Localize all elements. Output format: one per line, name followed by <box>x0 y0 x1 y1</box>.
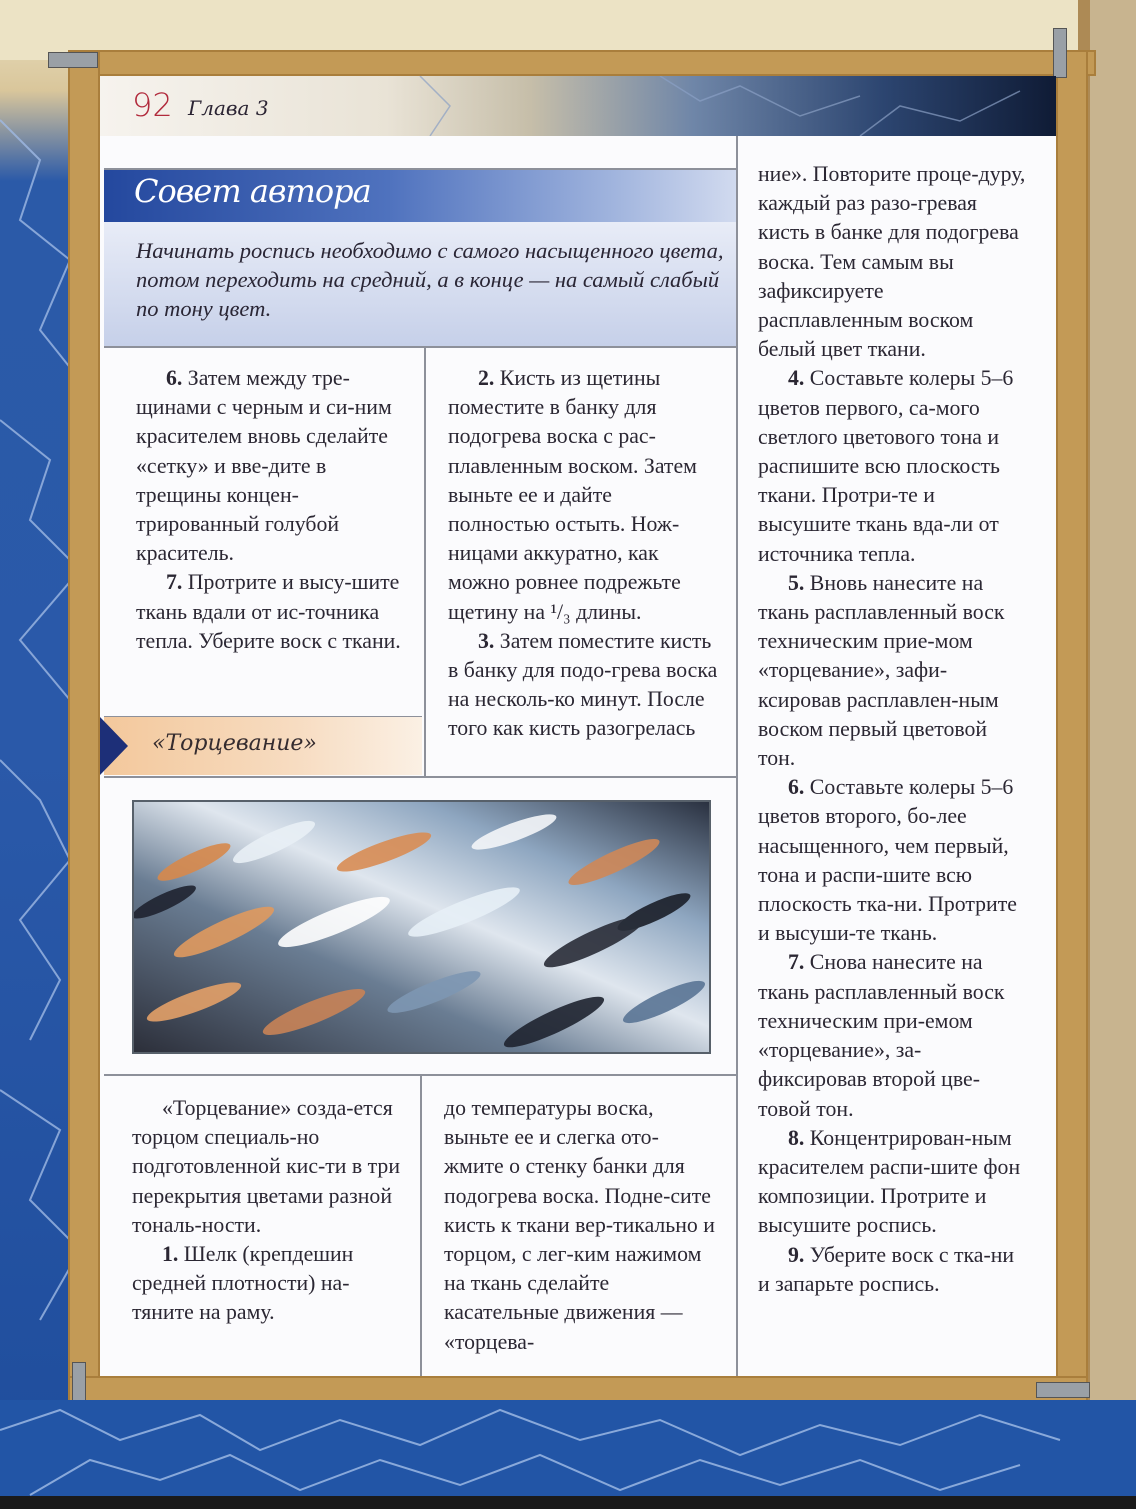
paragraph: ние». Повторите проце-дуру, каждый раз разо-гревая кисть в банке для подогрева воска. Тем самым вы зафиксируете расплавленным воском белый цвет ткани. <box>758 162 1026 362</box>
chapter-label: Глава 3 <box>188 96 269 120</box>
paragraph: 2. Кисть из щетины поместите в банку для подогрева воска с рас-плавленным воском. Затем выньте ее и дайте полностью остыть. Нож-ницами аккуратно, как можно ровнее подрежьте щетину на ¹/₃ длины. <box>448 366 697 624</box>
frame-rod <box>1036 1382 1090 1398</box>
paragraph: 5. Вновь нанесите на ткань расплавленный воск техническим прие-мом «торцевание», зафи-ксировав расплавлен-ным воском первый цветовой тон. <box>758 570 1005 771</box>
batik-photo <box>132 800 711 1054</box>
column-1-bottom <box>132 1094 404 1328</box>
column-2-bottom <box>444 1094 716 1357</box>
arrow-icon <box>100 717 128 775</box>
paragraph: 1. Шелк (крепдешин средней плотности) на-тяните на раму. <box>132 1242 354 1325</box>
page-edge-light <box>1090 0 1136 1509</box>
tip-title: Совет автора <box>134 172 371 210</box>
frame-rod <box>1053 28 1067 78</box>
column-divider <box>424 348 426 776</box>
frame-top <box>68 50 1096 76</box>
frame-left <box>68 50 100 1402</box>
frame-bottom <box>68 1376 1088 1402</box>
paragraph: 4. Составьте колеры 5–6 цветов первого, са-мого светлого цветового тона и распишите всю плоскость ткани. Протри-те и высушите ткань вда-ли от источника тепла. <box>758 366 1014 566</box>
row-divider <box>104 168 736 170</box>
paragraph: «Торцевание» созда-ется торцом специаль-но подготовленной кис-ти в три перекрытия цветами разной тональ-ности. <box>132 1096 400 1237</box>
column-3 <box>758 160 1026 1299</box>
column-divider <box>736 136 738 1376</box>
paragraph: 8. Концентрирован-ным красителем распи-шите фон композиции. Протрите и высушите роспись. <box>758 1125 1021 1238</box>
marble-bottom <box>0 1400 1136 1500</box>
paragraph: 9. Уберите воск с тка-ни и запарьте роспись. <box>758 1242 1015 1296</box>
paragraph: до температуры воска, выньте ее и слегка ото-жмите о стенку банки для подогрева воска. Подне-сите кисть к ткани вер-тикально и торцом, с лег-ким нажимом на ткань сделайте касательные движения — «торцева- <box>444 1096 715 1354</box>
paragraph: 6. Затем между тре-щинами с черным и си-ним красителем вновь сделайте «сетку» и вве-дите в трещины концен-трированный голубой краситель. <box>136 366 392 566</box>
paragraph: 7. Протрите и высу-шите ткань вдали от ис-точника тепла. Уберите воск с ткани. <box>136 570 401 653</box>
frame-right <box>1056 50 1088 1402</box>
paragraph: 6. Составьте колеры 5–6 цветов второго, бо-лее насыщенного, чем первый, тона и распи-шите всю плоскость тка-ни. Протрите и высуши-те ткань. <box>758 775 1017 946</box>
column-2-top <box>448 364 718 744</box>
paragraph: 7. Снова нанесите на ткань расплавленный воск техническим при-емом «торцевание», за-фиксировав второй цве-товой тон. <box>758 950 1005 1121</box>
column-divider <box>420 1076 422 1376</box>
row-divider <box>104 346 736 348</box>
row-divider <box>104 1074 736 1076</box>
row-divider <box>104 776 736 778</box>
tip-text: Начинать роспись необходимо с самого насыщенного цвета, потом переходить на средний, а в конце — на самый слабый по тону цвет. <box>136 238 724 321</box>
paragraph: 3. Затем поместите кисть в банку для подо-грева воска на несколь-ко минут. После того как кисть разогрелась <box>448 628 718 741</box>
section-label: «Торцевание» <box>152 731 317 756</box>
frame-rod <box>48 52 98 68</box>
bottom-strip <box>0 1496 1136 1509</box>
column-1-top <box>136 364 404 656</box>
page-number: 92 <box>132 86 173 124</box>
